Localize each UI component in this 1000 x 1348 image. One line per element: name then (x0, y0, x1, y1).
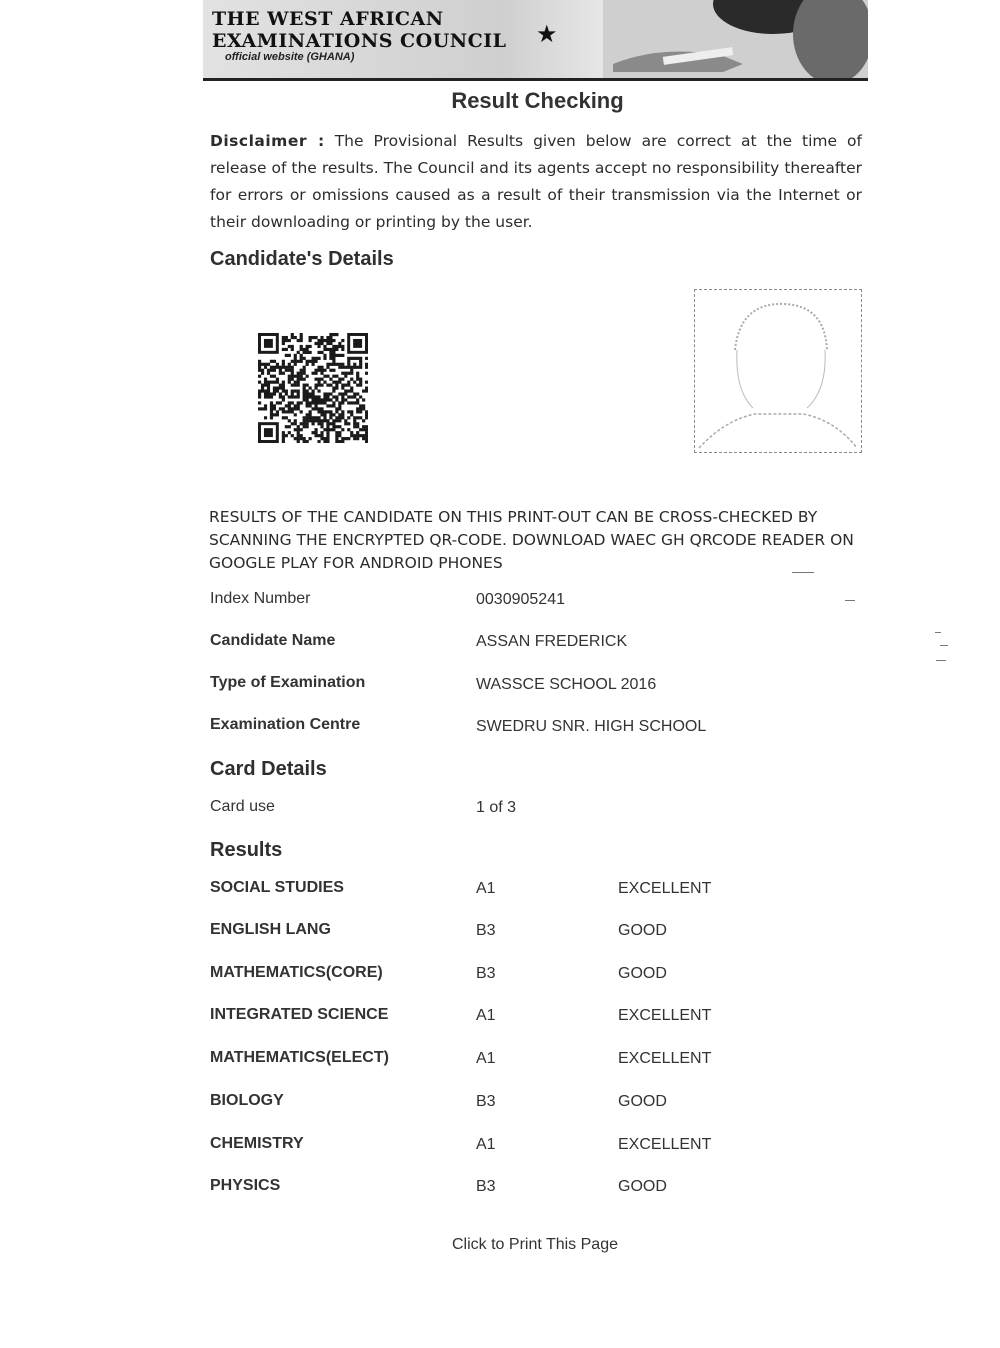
result-grade: A1 (476, 1050, 496, 1067)
exam-type-value: WASSCE SCHOOL 2016 (476, 676, 657, 693)
scan-speck (936, 660, 946, 661)
disclaimer (210, 128, 862, 236)
page-title: Result Checking (451, 88, 624, 113)
result-subject: CHEMISTRY (210, 1135, 304, 1152)
exam-type-label: Type of Examination (210, 674, 366, 691)
qr-code-icon (258, 333, 368, 443)
disclaimer-label: Disclaimer : (210, 132, 325, 150)
result-grade: A1 (476, 1007, 496, 1024)
candidate-details-heading: Candidate's Details (210, 248, 394, 270)
qr-notice: RESULTS OF THE CANDIDATE ON THIS PRINT-OUT CAN BE CROSS-CHECKED BY SCANNING THE ENCRYPTED QR-CODE. DOWNLOAD WAEC GH QRCODE READER ON GOOGLE PLAY FOR ANDROID PHONES (209, 508, 854, 572)
result-remark: EXCELLENT (618, 1050, 712, 1067)
result-remark: EXCELLENT (618, 1136, 712, 1153)
result-subject: BIOLOGY (210, 1092, 284, 1109)
exam-centre-label: Examination Centre (210, 716, 361, 733)
star-icon: ★ (536, 21, 558, 48)
result-subject: PHYSICS (210, 1177, 281, 1194)
result-remark: GOOD (618, 1178, 667, 1195)
result-remark: EXCELLENT (618, 880, 712, 897)
result-grade: B3 (476, 1178, 496, 1195)
org-name-line2: EXAMINATIONS COUNCIL (212, 30, 507, 52)
result-grade: A1 (476, 880, 496, 897)
exam-centre-value: SWEDRU SNR. HIGH SCHOOL (476, 718, 707, 735)
result-subject: ENGLISH LANG (210, 921, 331, 938)
website-line: official website (GHANA) (225, 51, 355, 63)
result-grade: B3 (476, 1093, 496, 1110)
print-page-link[interactable]: Click to Print This Page (452, 1236, 618, 1253)
scan-speck (935, 632, 941, 633)
result-remark: GOOD (618, 1093, 667, 1110)
result-grade: B3 (476, 965, 496, 982)
scan-speck (792, 572, 814, 573)
result-grade: B3 (476, 922, 496, 939)
banner-photo (603, 0, 868, 78)
result-subject: INTEGRATED SCIENCE (210, 1006, 389, 1023)
candidate-name-value: ASSAN FREDERICK (476, 633, 628, 650)
index-number-label: Index Number (210, 590, 311, 607)
candidate-name-label: Candidate Name (210, 632, 336, 649)
index-number-value: 0030905241 (476, 591, 565, 608)
scan-speck (940, 645, 948, 646)
result-remark: GOOD (618, 922, 667, 939)
scan-speck (845, 600, 855, 601)
header-banner (203, 0, 868, 81)
card-use-label: Card use (210, 798, 275, 815)
result-subject: SOCIAL STUDIES (210, 879, 344, 896)
org-name-line1: THE WEST AFRICAN (212, 8, 444, 30)
results-heading: Results (210, 839, 283, 861)
result-subject: MATHEMATICS(CORE) (210, 964, 383, 981)
result-remark: GOOD (618, 965, 667, 982)
card-details-heading: Card Details (210, 758, 327, 780)
result-grade: A1 (476, 1136, 496, 1153)
passport-photo-icon (694, 289, 862, 453)
result-subject: MATHEMATICS(ELECT) (210, 1049, 389, 1066)
disclaimer-text: The Provisional Results given below are correct at the time of release of the results. The Council and its agents accept no responsibility thereafter for errors or omissions caused as a result of their transmission via the Internet or their downloading or printing by the user. (210, 132, 862, 231)
card-use-value: 1 of 3 (476, 799, 517, 816)
result-remark: EXCELLENT (618, 1007, 712, 1024)
